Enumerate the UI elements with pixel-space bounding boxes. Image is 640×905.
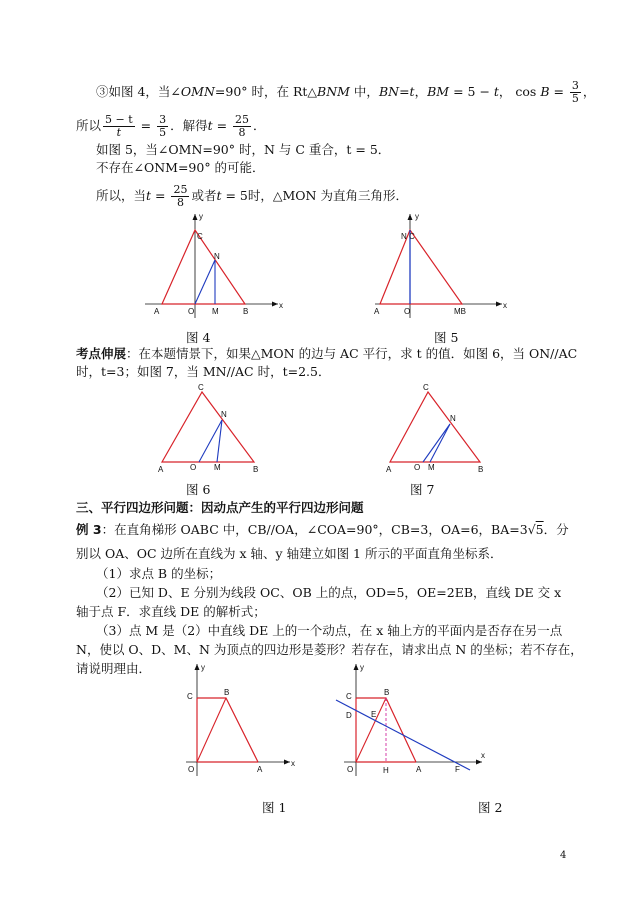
question-2-line1: （2）已知 D、E 分别为线段 OC、OB 上的点，OD=5，OE=2EB，直线 DE 交 x (96, 585, 562, 600)
label-h: H (383, 766, 389, 775)
text: 所以 (76, 118, 102, 133)
text: ， (582, 84, 596, 99)
fraction (570, 80, 581, 105)
label-x: x (481, 751, 485, 760)
figure-1-caption: 图 1 (262, 800, 287, 815)
extension-line2: 时，t=3；如图 7，当 MN//AC 时，t=2.5． (76, 364, 331, 379)
section-3-title: 三、平行四边形问题：因动点产生的平行四边形问题 (76, 500, 364, 515)
text: OMN (180, 84, 215, 99)
fraction (171, 184, 189, 209)
label-e: E (371, 710, 377, 719)
frac-den: t (116, 126, 122, 139)
text: = (151, 188, 170, 203)
label-a: A (386, 465, 392, 474)
frac-den: 8 (176, 196, 184, 209)
label-y: y (360, 663, 364, 672)
label-a: A (257, 765, 263, 774)
text: ， (414, 84, 428, 99)
label-y: y (201, 663, 205, 672)
y-arrow (195, 664, 200, 670)
text: =90° 时，在 Rt△ (214, 84, 318, 99)
fraction (103, 114, 135, 139)
label-o: O (347, 765, 354, 774)
label-b: B (253, 465, 259, 474)
triangle-abc (162, 230, 245, 304)
segment-on (199, 420, 222, 462)
text: BN (378, 84, 400, 99)
segment-nm (217, 420, 222, 462)
para1-line2 (76, 114, 266, 139)
text: ， cos (498, 84, 541, 99)
trapezoid-cba (197, 698, 258, 762)
figure-5-caption: 图 5 (434, 330, 459, 345)
example-heading: 例 3 (76, 522, 102, 537)
label-o: O (188, 765, 195, 774)
x-arrow (284, 760, 290, 765)
triangle-abc (380, 230, 462, 304)
text: = 5 − (449, 84, 494, 99)
extension-line1 (76, 346, 577, 362)
frac-den: 8 (238, 126, 246, 139)
para1-line5 (96, 184, 408, 209)
figure-4 (140, 208, 290, 323)
label-a: A (154, 307, 160, 316)
fraction (157, 114, 168, 139)
figure-5 (370, 208, 520, 323)
text: 中， (349, 84, 379, 99)
text: = (399, 84, 410, 99)
label-o: O (188, 307, 195, 316)
label-b: B (243, 307, 249, 316)
para1-line4: 不存在∠ONM=90° 的可能． (96, 160, 265, 175)
text: 所以，当 (96, 188, 147, 203)
label-o: O (190, 463, 197, 472)
question-3-line2: N，使以 O、D、M、N 为顶点的四边形是菱形？若存在，请求出点 N 的坐标；若不存在， (76, 642, 583, 657)
text: t (146, 188, 152, 203)
frac-den: 5 (159, 126, 167, 139)
label-nc: N C (401, 232, 415, 241)
frac-num: 25 (173, 183, 188, 196)
text: = (136, 118, 156, 133)
figure-2 (330, 660, 490, 780)
text: = 5时，△MON 为直角三角形． (221, 188, 408, 203)
text: ：在直角梯形 OABC 中，CB//OA，∠COA=90°，CB=3，OA=6，BA=3 (101, 522, 528, 537)
label-o: O (404, 307, 411, 316)
segment-nm (430, 424, 450, 462)
example3-line2: 别以 OA、OC 边所在直线为 x 轴、y 轴建立如图 1 所示的平面直角坐标系． (76, 546, 503, 561)
frac-den: 5 (571, 92, 579, 105)
label-f: F (455, 765, 460, 774)
diagonal-ob (356, 698, 386, 762)
text: t (207, 118, 213, 133)
label-a: A (158, 465, 164, 474)
label-m: M (214, 463, 221, 472)
label-a: A (416, 765, 422, 774)
text: ：在本题情景下，如果△MON 的边与 AC 平行，求 t 的值．如图 6，当 ON//AC (126, 346, 578, 361)
y-arrow (193, 214, 198, 220)
label-a: A (374, 307, 380, 316)
label-m: M (428, 463, 435, 472)
text: t (493, 84, 499, 99)
figure-1 (180, 660, 300, 780)
frac-num: 3 (571, 79, 579, 92)
label-o: O (414, 463, 421, 472)
fraction (233, 114, 251, 139)
label-x: x (291, 759, 295, 768)
x-arrow (476, 760, 482, 765)
label-n: N (214, 252, 220, 261)
label-n: N (221, 410, 227, 419)
para1-line3: 如图 5，当∠OMN=90° 时，N 与 C 重合，t = 5． (96, 142, 391, 157)
x-arrow (272, 302, 278, 307)
label-x: x (279, 301, 283, 310)
segment-on (195, 260, 215, 304)
text: t (216, 188, 222, 203)
label-d: D (346, 711, 352, 720)
sqrt-radicand: 5 (535, 522, 544, 537)
para1-line1 (96, 80, 595, 105)
text: BM (427, 84, 450, 99)
text: = (212, 118, 232, 133)
figure-6 (150, 380, 270, 475)
label-b: B (224, 688, 230, 697)
label-b: B (384, 688, 390, 697)
text: 或者 (191, 188, 217, 203)
y-arrow (408, 214, 413, 220)
x-arrow (496, 302, 502, 307)
figure-6-caption: 图 6 (186, 482, 211, 497)
label-c: C (197, 232, 203, 241)
label-c: C (187, 692, 193, 701)
extension-heading: 考点伸展 (76, 346, 127, 361)
page-number: 4 (560, 850, 567, 861)
figure-7-caption: 图 7 (410, 482, 435, 497)
text: ③如图 4，当∠ (96, 84, 181, 99)
example3-line1 (76, 522, 569, 538)
text: ．解得 (170, 118, 208, 133)
figure-4-caption: 图 4 (186, 330, 211, 345)
text: t (409, 84, 415, 99)
label-b: B (478, 465, 484, 474)
label-y: y (415, 212, 419, 221)
frac-num: 5 − t (105, 113, 133, 126)
label-x: x (503, 301, 507, 310)
text: B (540, 84, 550, 99)
text: = (549, 84, 568, 99)
label-c: C (423, 383, 429, 392)
question-1: （1）求点 B 的坐标； (96, 566, 222, 581)
question-3-line1: （3）点 M 是（2）中直线 DE 上的一个动点，在 x 轴上方的平面内是否存在另一点 (96, 623, 563, 638)
text: ．分 (543, 522, 569, 537)
text: ． (253, 118, 266, 133)
frac-num: 25 (235, 113, 250, 126)
text: BNM (317, 84, 350, 99)
y-arrow (354, 664, 359, 670)
sqrt-sign: √5 (527, 522, 544, 537)
label-mb: MB (454, 307, 466, 316)
triangle-abc (162, 392, 254, 462)
label-c: C (346, 692, 352, 701)
label-n: N (450, 414, 456, 423)
question-2-line2: 轴于点 F．求直线 DE 的解析式； (76, 604, 266, 619)
label-m: M (212, 307, 219, 316)
figure-7 (378, 380, 498, 475)
frac-num: 3 (159, 113, 167, 126)
segment-on (423, 424, 450, 462)
label-y: y (199, 212, 203, 221)
diagonal-ob (197, 698, 226, 762)
label-c: C (198, 383, 204, 392)
question-3-line3: 请说明理由． (76, 661, 152, 676)
figure-2-caption: 图 2 (478, 800, 503, 815)
